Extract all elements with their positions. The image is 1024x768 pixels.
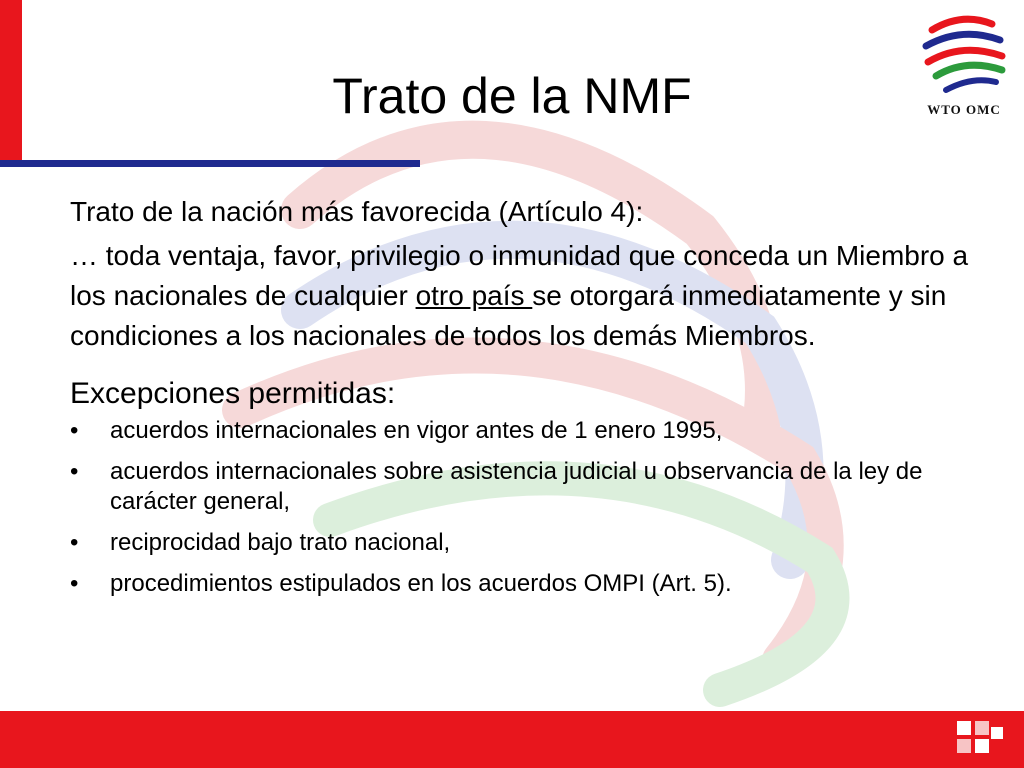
quote-underlined-text: otro país xyxy=(415,280,533,311)
wto-logo-text: WTO OMC xyxy=(927,102,1001,117)
list-item xyxy=(70,528,990,558)
footer-squares-icon xyxy=(955,719,1005,757)
exceptions-heading: Excepciones permitidas: xyxy=(70,377,396,410)
bullet-icon: • xyxy=(70,529,79,556)
list-item xyxy=(70,569,990,599)
list-item-text: reciprocidad bajo trato nacional, xyxy=(110,529,451,556)
list-item-text: procedimientos estipulados en los acuerdos OMPI (Art. 5). xyxy=(110,570,732,597)
list-item xyxy=(70,416,990,446)
list-item-text: acuerdos internacionales sobre asistencia judicial u observancia de la ley de carácter general, xyxy=(110,458,923,515)
bullet-icon: • xyxy=(70,570,79,597)
bullet-icon: • xyxy=(70,417,79,444)
slide-body xyxy=(70,192,990,610)
exceptions-list xyxy=(70,416,990,599)
quote-text-end: se otorgará inmediatamente y sin condiciones a los nacionales de todos los demás Miembros. xyxy=(70,280,947,351)
slide-title: Trato de la NMF xyxy=(332,68,692,124)
list-item-text: acuerdos internacionales en vigor antes de 1 enero 1995, xyxy=(110,417,723,444)
list-item xyxy=(70,457,990,517)
footer-bar xyxy=(0,711,1024,768)
bullet-icon: • xyxy=(70,458,79,485)
title-underline-rule xyxy=(0,160,420,167)
quote-text-start: … toda ventaja, favor, privilegio o inmunidad que conceda un Miembro a los nacionales de cualquier xyxy=(70,240,969,311)
mfn-quote xyxy=(70,236,990,356)
mfn-subheading: Trato de la nación más favorecida (Artículo 4): xyxy=(70,196,644,227)
